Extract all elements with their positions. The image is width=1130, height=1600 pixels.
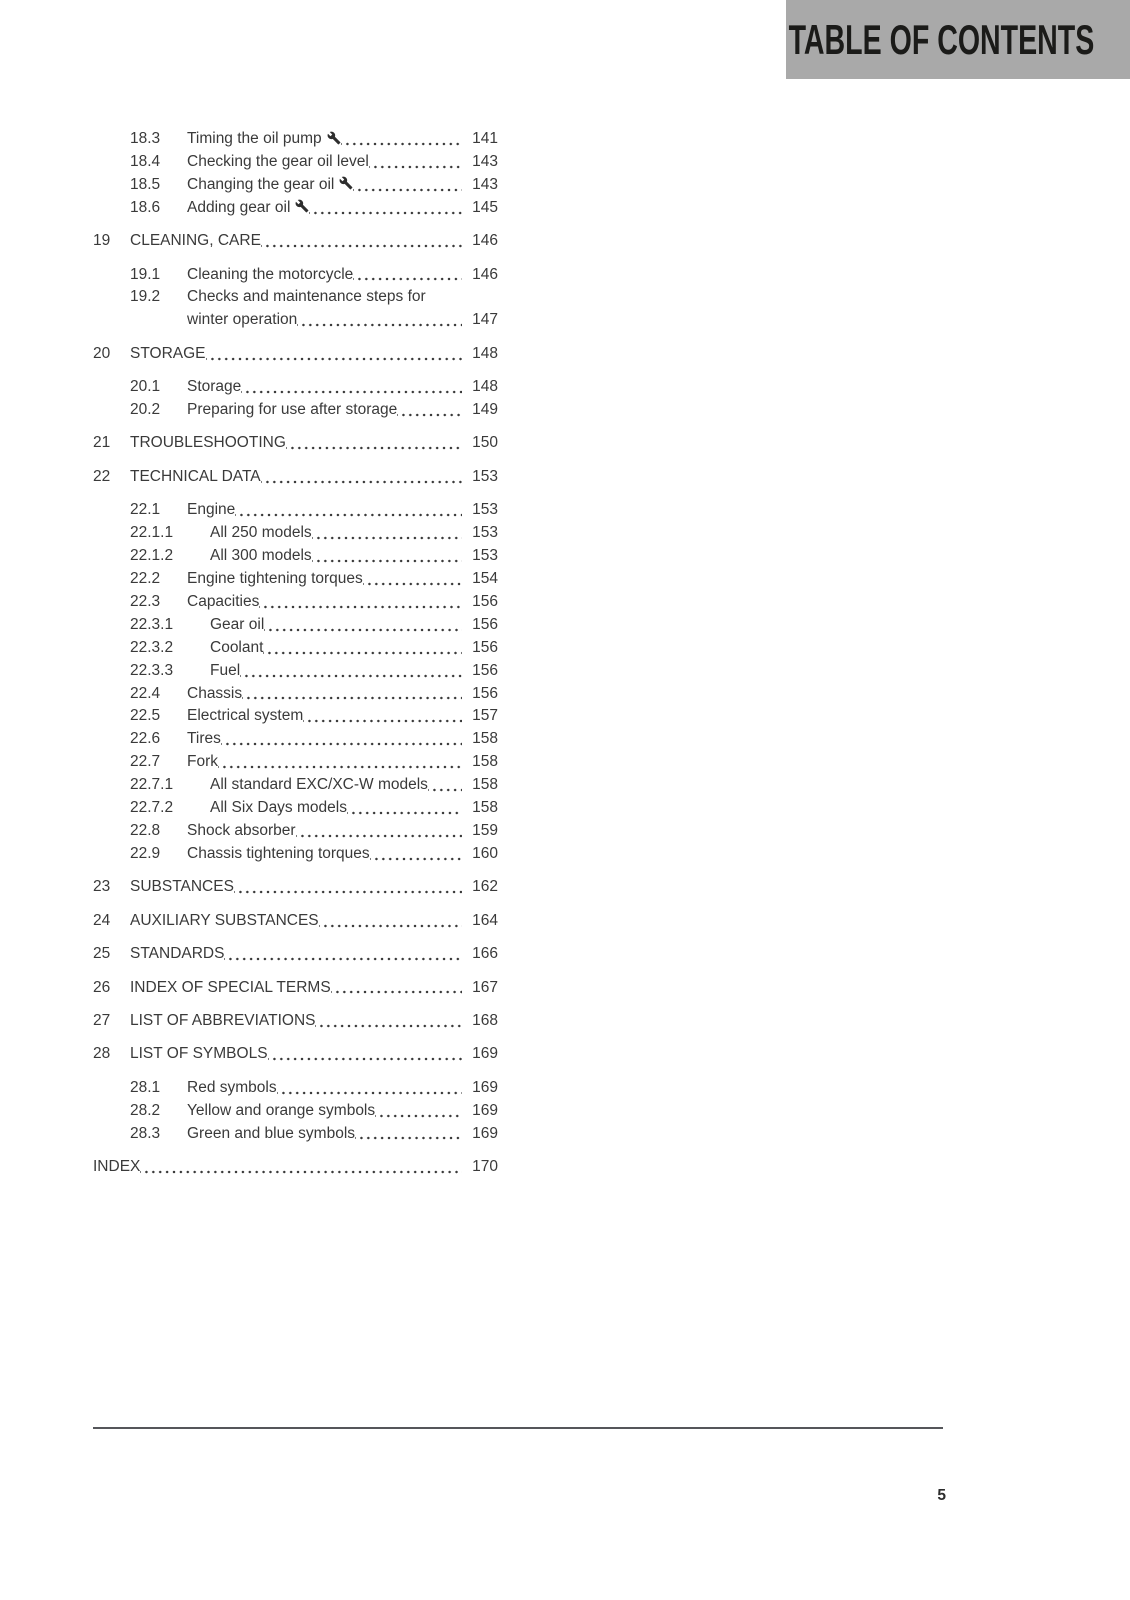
toc-entry-title: Timing the oil pump [187,128,341,151]
toc-entry-page: 146 [472,265,498,283]
toc-entry-page: 164 [472,911,498,929]
toc-entry [93,910,498,933]
dot-leader [234,876,462,899]
toc-entry [93,660,498,683]
toc-entry-title: Chassis [187,684,243,702]
toc-entry-title: Gear oil [210,615,265,633]
toc-entry-number: 22.9 [130,844,161,862]
dot-leader [140,1156,462,1179]
toc-entry-title: Shock absorber [187,821,296,839]
toc-entry-title: LIST OF ABBREVIATIONS [130,1011,316,1029]
toc-entry-number: 18.3 [130,130,161,147]
toc-entry-title: AUXILIARY SUBSTANCES [130,911,319,929]
toc-entry-title: Green and blue symbols [187,1124,356,1142]
toc-entry-title: Storage [187,378,242,396]
toc-entry-page: 145 [472,198,498,216]
toc-entry-page: 166 [472,945,498,963]
footer-rule [93,1427,943,1429]
dot-leader [315,1010,462,1033]
toc-entry-number: 22 [93,467,111,485]
toc-entry [93,637,498,660]
toc-entry-number: 22.1.2 [130,547,174,565]
dot-leader [397,399,462,422]
dot-leader [242,683,462,706]
dot-leader [224,943,462,966]
dot-leader [297,309,462,332]
page-header-banner [786,0,1130,79]
dot-leader [375,1100,462,1123]
dot-leader [312,545,462,568]
toc-entry-title: Cleaning the motorcycle [187,265,354,283]
dot-leader [428,774,462,797]
toc-entry-title: Engine [187,501,236,519]
dot-leader [286,432,462,455]
toc-entry-number: 27 [93,1011,111,1029]
wrench-icon [295,199,309,213]
toc-entry-number: 23 [93,878,111,896]
toc-entry-title: All 250 models [210,524,312,542]
dot-leader [241,376,462,399]
toc-entry-page: 153 [472,467,498,485]
toc-entry [93,432,498,455]
toc-entry-page: 169 [472,1101,498,1119]
toc-entry [93,774,498,797]
dot-leader [259,591,462,614]
toc-entry [93,614,498,637]
toc-entry [93,399,498,422]
toc-entry-number: 20 [93,344,111,362]
toc-entry-title: Adding gear oil [187,197,309,220]
toc-entry-page: 168 [472,1011,498,1029]
dot-leader [277,1077,462,1100]
toc-entry-number: 28.2 [130,1101,161,1119]
toc-entry-number: 28 [93,1045,111,1063]
toc-entry-title: Changing the gear oil [187,174,353,197]
toc-entry-number: 22.1.1 [130,524,174,542]
toc-entry-title: INDEX OF SPECIAL TERMS [130,978,331,996]
toc-entry-page: 146 [472,232,498,250]
toc-entry-number: 18.4 [130,152,161,170]
dot-leader [303,705,462,728]
toc-entry-number: 25 [93,945,111,963]
toc-entry [93,728,498,751]
page-header-title: TABLE OF CONTENTS [788,15,1095,63]
toc-entry-page: 158 [472,753,498,771]
toc-entry [93,876,498,899]
toc-entry-number: 22.2 [130,570,161,587]
toc-entry [93,568,498,591]
toc-entry-number: 22.4 [130,684,161,702]
toc-entry-page: 162 [472,878,498,896]
toc-entry [93,1010,498,1033]
toc-entry [93,499,498,522]
toc-entry [93,1123,498,1146]
toc-entry-number: 19 [93,232,111,250]
toc-entry-title: Capacities [187,592,260,610]
toc-entry-title: All Six Days models [210,799,347,817]
dot-leader [370,843,462,866]
toc-entry-page: 148 [472,344,498,362]
toc-entry-number: 18.6 [130,198,161,216]
toc-entry [93,591,498,614]
toc-entry-title: Preparing for use after storage [187,401,398,419]
dot-leader [268,1043,462,1066]
dot-leader [221,728,462,751]
toc-entry-page: 167 [472,978,498,996]
toc-entry [93,1156,498,1179]
dot-leader [296,820,462,843]
toc-entry-page: 156 [472,615,498,633]
dot-leader [206,343,462,366]
toc-entry [93,820,498,843]
toc-entry-number: 21 [93,434,111,452]
dot-leader [263,637,462,660]
toc-entry [93,1077,498,1100]
dot-leader [312,522,462,545]
toc-entry-title: INDEX [93,1157,141,1175]
toc-entry-title: CLEANING, CARE [130,232,261,250]
toc-entry-page: 143 [472,175,498,193]
toc-entry [93,466,498,489]
toc-entry-page: 148 [472,378,498,396]
footer-page-number: 5 [937,1487,946,1504]
toc-entry-page: 158 [472,776,498,794]
toc-entry-page: 156 [472,592,498,610]
toc-entry [93,128,498,151]
toc-entry-page: 141 [472,130,498,147]
toc-entry-page: 153 [472,501,498,519]
toc-list [93,128,498,1189]
dot-leader [240,660,462,683]
toc-entry-title: Engine tightening torques [187,570,363,587]
toc-entry-page: 169 [472,1124,498,1142]
dot-leader [319,910,462,933]
toc-entry-title: Chassis tightening torques [187,844,370,862]
toc-entry [93,343,498,366]
dot-leader [353,264,462,287]
toc-entry-title: SUBSTANCES [130,878,234,896]
dot-leader [309,197,462,220]
toc-entry-page: 169 [472,1078,498,1096]
dot-leader [235,499,462,522]
toc-entry [93,977,498,1000]
toc-entry [93,943,498,966]
toc-entry-title: TROUBLESHOOTING [130,434,286,452]
dot-leader [261,466,462,489]
wrench-icon [339,176,353,190]
toc-entry-title: All 300 models [210,547,312,565]
toc-entry [93,797,498,820]
toc-entry-number: 28.1 [130,1078,161,1096]
dot-leader [347,797,462,820]
toc-entry-page: 153 [472,547,498,565]
dot-leader [353,174,462,197]
toc-entry-page: 158 [472,730,498,748]
toc-entry-title: STORAGE [130,344,206,362]
toc-entry-page: 169 [472,1045,498,1063]
dot-leader [363,568,462,591]
toc-entry-title: Checks and maintenance steps for [187,288,426,306]
toc-entry [93,174,498,197]
toc-entry [93,545,498,568]
toc-entry-number: 22.3.1 [130,615,174,633]
dot-leader [261,230,462,253]
toc-entry-page: 156 [472,684,498,702]
toc-entry [93,197,498,220]
toc-entry-title-continued: winter operation [187,311,298,329]
toc-entry [93,264,498,287]
toc-entry-page: 170 [472,1157,498,1175]
toc-entry-number: 22.8 [130,821,161,839]
toc-entry [93,751,498,774]
toc-entry-title: Fork [187,753,218,771]
toc-entry-title: Electrical system [187,707,304,725]
toc-entry-number: 22.7 [130,753,161,771]
dot-leader [264,614,462,637]
toc-entry-page: 160 [472,844,498,862]
toc-entry-title: All standard EXC/XC-W models [210,776,428,794]
toc-entry-number: 20.1 [130,378,161,396]
toc-entry-page: 150 [472,434,498,452]
toc-entry-number: 22.3.3 [130,661,174,679]
toc-entry-number: 22.1 [130,501,161,519]
toc-entry-title: Tires [187,730,221,748]
toc-entry-number: 22.3 [130,592,161,610]
toc-entry-page: 143 [472,152,498,170]
toc-entry-title: TECHNICAL DATA [130,467,261,485]
toc-entry [93,683,498,706]
toc-entry-title: Checking the gear oil level [187,152,369,170]
toc-entry [93,230,498,253]
toc-entry [93,1043,498,1066]
toc-entry-page: 149 [472,401,498,419]
toc-entry [93,1100,498,1123]
toc-entry-page: 154 [472,570,498,587]
toc-entry [93,376,498,399]
toc-entry-number: 20.2 [130,401,161,419]
toc-entry-title: Coolant [210,638,264,656]
wrench-icon [327,131,341,145]
toc-entry-page: 159 [472,821,498,839]
toc-entry [93,286,498,332]
toc-entry-title: Yellow and orange symbols [187,1101,376,1119]
toc-entry-number: 22.6 [130,730,161,748]
toc-entry-page: 156 [472,638,498,656]
toc-entry [93,705,498,728]
toc-entry-page: 158 [472,799,498,817]
toc-entry-number: 19.2 [130,288,161,306]
toc-entry-title: STANDARDS [130,945,225,963]
dot-leader [341,128,462,151]
toc-entry-page: 153 [472,524,498,542]
toc-entry [93,843,498,866]
toc-entry-page: 156 [472,661,498,679]
toc-entry-number: 28.3 [130,1124,161,1142]
toc-entry-number: 22.7.1 [130,776,174,794]
toc-entry-number: 19.1 [130,265,161,283]
dot-leader [331,977,462,1000]
toc-entry-page: 147 [472,311,498,329]
dot-leader [369,151,462,174]
toc-entry-number: 18.5 [130,175,161,193]
dot-leader [218,751,462,774]
toc-entry-number: 22.3.2 [130,638,174,656]
toc-entry-title: Red symbols [187,1078,277,1096]
toc-entry-title: LIST OF SYMBOLS [130,1045,268,1063]
toc-entry-title: Fuel [210,661,241,679]
toc-entry [93,522,498,545]
toc-entry [93,151,498,174]
dot-leader [355,1123,462,1146]
toc-entry-number: 24 [93,911,111,929]
toc-entry-number: 26 [93,978,111,996]
toc-entry-number: 22.5 [130,707,161,725]
toc-entry-number: 22.7.2 [130,799,174,817]
toc-entry-page: 157 [472,707,498,725]
